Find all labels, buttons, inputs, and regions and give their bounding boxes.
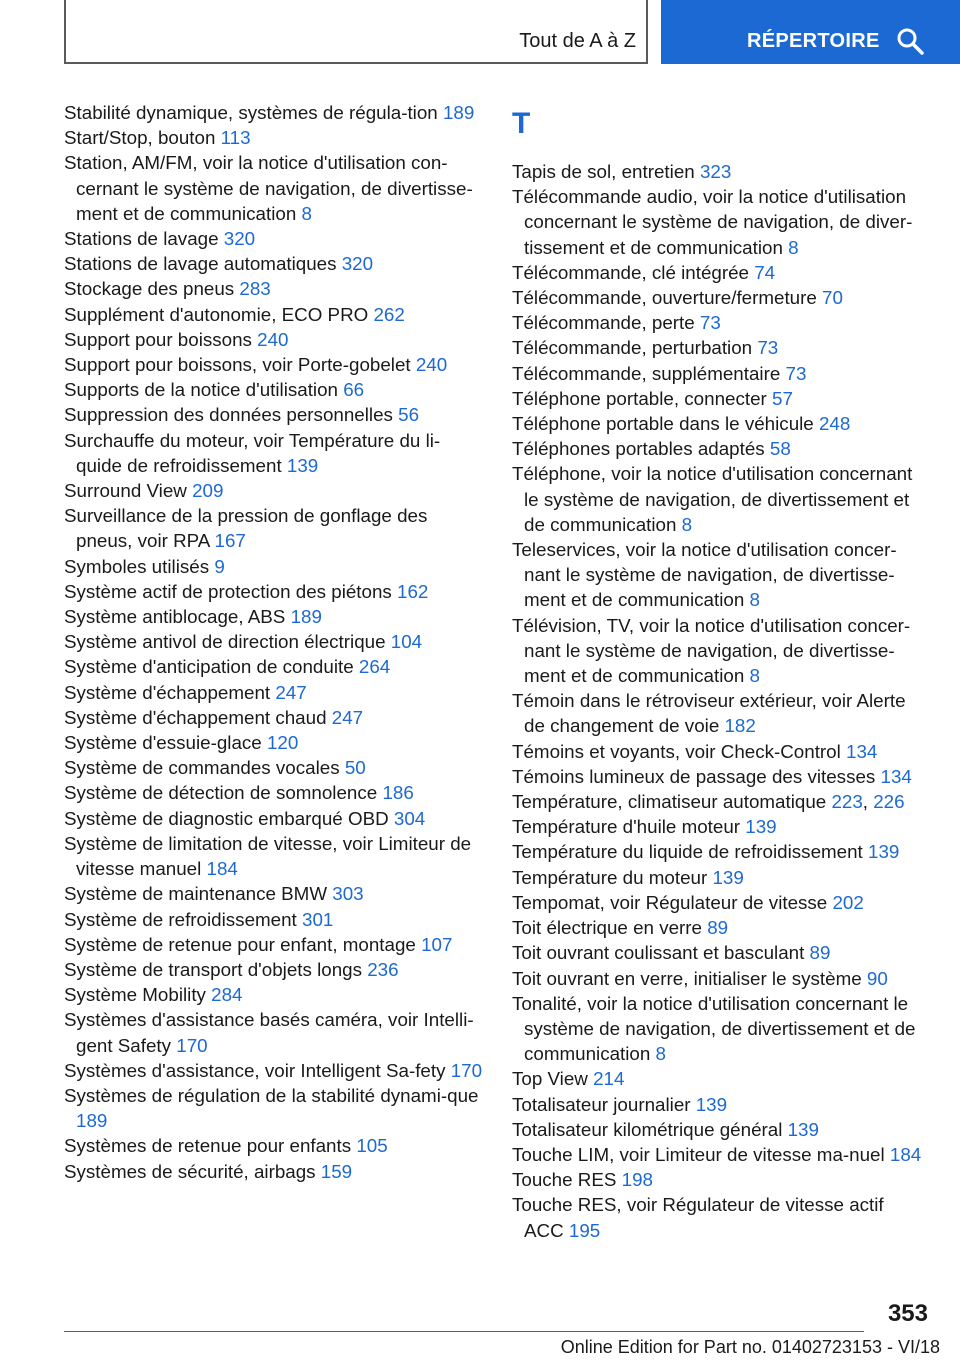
page-link[interactable]: 247 [331,706,364,728]
index-entry [512,335,926,360]
index-column-left [64,100,484,1184]
page-link[interactable]: 236 [367,958,399,980]
index-entry [512,1066,926,1091]
index-entry-text: Téléphones portables adaptés [512,438,765,460]
index-entry [64,100,484,125]
page-link[interactable]: 139 [695,1093,728,1115]
index-entry [512,890,926,915]
index-entry-text: Top View [512,1068,588,1090]
page-link[interactable]: 247 [275,681,307,703]
index-entry [64,705,484,730]
index-entry [64,780,484,805]
index-entry [64,1133,484,1158]
index-entry-text: Station, AM/FM, voir la notice d'utilisation con‐cernant le système de navigation, de divertisse‐ment et de communication [64,152,473,224]
index-entry [64,554,484,579]
index-column-right [512,100,926,1243]
index-entry [512,1167,926,1192]
page-link[interactable]: 248 [818,413,851,435]
index-entry [512,613,926,689]
index-entry-text: Stockage des pneus [64,278,235,300]
index-entry-text: Toit électrique en verre [512,917,702,939]
index-entry-text: Système antiblocage, ABS [64,606,286,628]
index-entry [64,327,484,352]
page-link[interactable]: 90 [866,967,888,989]
index-entry-text: Symboles utilisés [64,555,210,577]
page-link[interactable]: 198 [621,1169,653,1191]
page-link[interactable]: 170 [450,1059,483,1081]
index-entry-text: Toit ouvrant en verre, initialiser le système [512,967,862,989]
index-entry [64,730,484,755]
page-link[interactable]: 186 [382,782,414,804]
index-entry-text: Température du moteur [512,866,708,888]
index-entry [512,285,926,310]
index-entry [64,982,484,1007]
index-entry [512,411,926,436]
index-entry [512,159,926,184]
page-link[interactable]: 304 [393,807,426,829]
page-link[interactable]: 107 [421,933,453,955]
index-entry-text: Système d'échappement [64,681,271,703]
index-entry [64,881,484,906]
index-entry [64,755,484,780]
index-entry-text: Télécommande, supplémentaire [512,362,781,384]
index-entry [64,352,484,377]
page-link[interactable]: 170 [176,1034,208,1056]
index-entry-text: Système de détection de somnolence [64,782,378,804]
index-entry [64,579,484,604]
index-entry [512,764,926,789]
index-entry [512,310,926,335]
page-link[interactable]: 139 [868,841,900,863]
page-link[interactable]: 58 [769,438,791,460]
index-entry-text: Système de limitation de vitesse, voir Limiteur de vitesse manuel [64,832,472,880]
index-entry [64,150,484,226]
index-entry [512,1192,926,1242]
index-entry [64,428,484,478]
index-entry [512,915,926,940]
index-entry-text: Suppression des données personnelles [64,404,393,426]
page-link[interactable]: 56 [398,404,420,426]
page-link[interactable]: 73 [699,312,721,334]
index-entry [64,276,484,301]
index-entry-text: Télécommande, perturbation [512,337,753,359]
index-entry [64,302,484,327]
page-link[interactable]: 262 [373,303,405,325]
index-entry [64,1007,484,1057]
page-link[interactable]: 184 [889,1143,922,1165]
page-link[interactable]: 8 [655,1043,666,1065]
index-entry [64,503,484,553]
index-entry [512,461,926,537]
page-link[interactable]: 104 [390,631,423,653]
index-entry-text: Totalisateur kilométrique général [512,1118,783,1140]
index-entry [64,604,484,629]
repertoire-button[interactable] [661,0,960,64]
index-entry [512,839,926,864]
index-entry-text: Tapis de sol, entretien [512,161,695,182]
page-link[interactable]: 320 [341,253,374,275]
index-entry-text: Système de commandes vocales [64,757,340,779]
page-link[interactable]: 8 [749,589,760,611]
page-link[interactable]: 240 [415,354,448,376]
page-link[interactable]: 57 [772,387,793,409]
page-link[interactable]: 301 [302,908,334,930]
section-letter: T [512,107,531,140]
search-icon[interactable] [895,26,925,56]
index-entry [512,940,926,965]
index-entry [64,680,484,705]
index-entry-text: Téléphone, voir la notice d'utilisation concernant le système de navigation, de divertissement et de communication [512,463,913,535]
index-entry-text: Système d'anticipation de conduite [64,656,354,678]
footer-edition: Online Edition for Part no. 01402723153 - VI/18 [560,1337,940,1357]
page-link[interactable]: 214 [593,1068,625,1090]
page-link[interactable]: 284 [211,984,243,1006]
footer-divider [64,1331,864,1332]
page-link[interactable]: 74 [754,261,776,283]
index-entry [64,1058,484,1083]
page-link[interactable]: 73 [757,337,779,359]
page-link[interactable]: 182 [724,715,756,737]
index-entry-text: Teleservices, voir la notice d'utilisation concer‐nant le système de navigation, de divertisse‐ment et de communication [512,539,897,611]
page-link[interactable]: 195 [568,1219,601,1241]
page-link[interactable]: 303 [332,883,364,905]
page-link[interactable]: 70 [822,287,843,309]
index-entry [512,436,926,461]
page-link[interactable]: 139 [286,454,319,476]
index-entry-text: Surchauffe du moteur, voir Température du li‐quide de refroidissement [64,429,441,476]
page-number: 353 [887,1300,928,1327]
index-entry-text: Systèmes d'assistance, voir Intelligent Sa‐fety [64,1059,446,1081]
index-entry-text: Start/Stop, bouton [64,127,216,149]
index-entry-text: Système de maintenance BMW [64,883,328,905]
index-entry [64,377,484,402]
page-link[interactable]: 209 [192,480,224,502]
page-link[interactable]: 283 [239,278,271,300]
page-link[interactable]: 320 [223,228,256,250]
index-entry [512,260,926,285]
page-link[interactable]: 89 [809,942,831,964]
page-link[interactable]: 134 [846,740,878,762]
index-entry [64,831,484,881]
page-link[interactable]: 8 [749,665,760,687]
page-link[interactable]: 8 [788,236,799,258]
page-link[interactable]: 9 [214,555,225,577]
index-entry-text: Télécommande, clé intégrée [512,261,749,283]
page-link[interactable]: 226 [873,791,905,813]
index-entry [64,478,484,503]
index-entry-text: Système Mobility [64,984,206,1006]
page-link[interactable]: 162 [397,580,429,602]
index-entry-text: Systèmes de régulation de la stabilité dynami‐que [64,1084,479,1106]
page-link[interactable]: 113 [220,127,251,149]
index-entry-text: Système de retenue pour enfant, montage [64,933,416,955]
index-entry [64,629,484,654]
index-entry-text: Surveillance de la pression de gonflage des pneus, voir RPA [64,505,428,552]
page-link[interactable]: 184 [206,858,238,880]
index-entry-text: Système antivol de direction électrique [64,631,386,653]
page-link[interactable]: 189 [442,102,475,123]
index-entry [512,1142,926,1167]
index-entry-text: Télécommande audio, voir la notice d'utilisation concernant le système de navigation, de diver‐tissement et de communication [512,186,913,258]
page-link[interactable]: 139 [787,1118,819,1140]
index-entry-text: Température, climatiseur automatique [512,791,827,813]
page-link[interactable]: 120 [266,732,299,754]
index-entry-text: Touche RES [512,1169,617,1191]
page-link[interactable]: 264 [358,656,391,678]
index-entry-text: Température du liquide de refroidissement [512,841,863,863]
index-entry-text: Supplément d'autonomie, ECO PRO [64,303,369,325]
page-link[interactable]: 73 [785,362,807,384]
page-link[interactable]: 202 [832,891,864,913]
index-entry-text: Stabilité dynamique, systèmes de régula‐tion [64,102,438,123]
index-entry [512,865,926,890]
index-entry [512,688,926,738]
index-entry [512,814,926,839]
page-link[interactable]: 167 [214,530,246,552]
index-entry-text: Support pour boissons [64,328,252,350]
index-entry-text: Système de transport d'objets longs [64,958,362,980]
index-entry [64,907,484,932]
index-entry-text: Systèmes de retenue pour enfants [64,1135,352,1157]
index-entry-text: Supports de la notice d'utilisation [64,379,338,401]
index-entry [512,739,926,764]
index-entry-text: Surround View [64,480,187,502]
index-entry [512,537,926,613]
page-link[interactable]: 66 [343,379,365,401]
page-link[interactable]: 50 [344,757,366,779]
index-entry-text: Télécommande, ouverture/fermeture [512,287,817,309]
index-entry-text: Téléphone portable dans le véhicule [512,413,814,435]
page-link[interactable]: 8 [681,513,693,535]
page-link[interactable]: 134 [880,765,912,787]
index-entry [512,184,926,260]
index-entry-text: Télévision, TV, voir la notice d'utilisation concer‐nant le système de navigation, de divertisse‐ment et de communication [512,614,911,687]
repertoire-button-label: RÉPERTOIRE [747,30,880,52]
index-entry-text: Touche RES, voir Régulateur de vitesse actif ACC [512,1194,884,1241]
page-link[interactable]: 89 [707,917,729,939]
index-entry [64,226,484,251]
index-entry-text: Systèmes de sécurité, airbags [64,1160,316,1182]
index-entry-text: Télécommande, perte [512,312,695,334]
page-link[interactable]: 189 [290,606,322,628]
index-entry [512,991,926,1067]
page-link[interactable]: 8 [301,202,312,224]
index-entry [512,386,926,411]
page-link[interactable]: 189 [76,1110,108,1132]
page-link[interactable]: 105 [356,1135,388,1157]
index-entry [64,125,484,150]
index-entry-text: Témoins et voyants, voir Check-Control [512,740,841,762]
index-entry-text: Stations de lavage [64,228,219,250]
index-entry-text: Touche LIM, voir Limiteur de vitesse ma‐nuel [512,1143,885,1165]
index-entry-text: Système de refroidissement [64,908,297,930]
page-link[interactable]: 139 [712,866,744,888]
page-link[interactable]: 139 [745,816,777,838]
index-entry [64,932,484,957]
page-link[interactable]: 223 [831,791,863,813]
page-link[interactable]: 159 [320,1160,353,1182]
index-entry [512,361,926,386]
index-entry-text: Température d'huile moteur [512,816,741,838]
index-entry: Température, climatiseur automatique 223, 226 [512,791,905,813]
index-entry-text: Toit ouvrant coulissant et basculant [512,942,805,964]
index-entry-text: Stations de lavage automatiques [64,253,337,275]
index-entry-text: Tonalité, voir la notice d'utilisation concernant le système de navigation, de divertissement et de communication [512,992,916,1065]
index-entry [64,654,484,679]
index-entry [512,966,926,991]
page-link[interactable]: 323 [699,161,732,182]
index-entry-text: Système de diagnostic embarqué OBD [64,807,389,829]
index-entry-text: Téléphone portable, connecter [512,387,767,409]
index-entry [64,806,484,831]
index-entry-text: Tempomat, voir Régulateur de vitesse [512,891,828,913]
index-entry-text: Système d'échappement chaud [64,706,327,728]
index-entry-text: Témoins lumineux de passage des vitesses [512,765,876,787]
index-entry [64,957,484,982]
index-entry [64,1083,484,1133]
index-entry-text: Totalisateur journalier [512,1093,691,1115]
index-entry [64,251,484,276]
index-entry-text: Témoin dans le rétroviseur extérieur, voir Alerte de changement de voie [512,690,906,737]
index-entry [64,1159,484,1184]
page-link[interactable]: 240 [257,328,289,350]
index-entry [64,402,484,427]
index-entry [512,1117,926,1142]
index-entry-text: Support pour boissons, voir Porte-gobelet [64,354,411,376]
index-entry-text: Système actif de protection des piétons [64,580,392,602]
index-entry [512,1092,926,1117]
index-entry-text: Systèmes d'assistance basés caméra, voir Intelli‐gent Safety [64,1009,474,1056]
index-entry-text: Système d'essuie-glace [64,732,262,754]
header-title[interactable]: Tout de A à Z [519,30,636,52]
